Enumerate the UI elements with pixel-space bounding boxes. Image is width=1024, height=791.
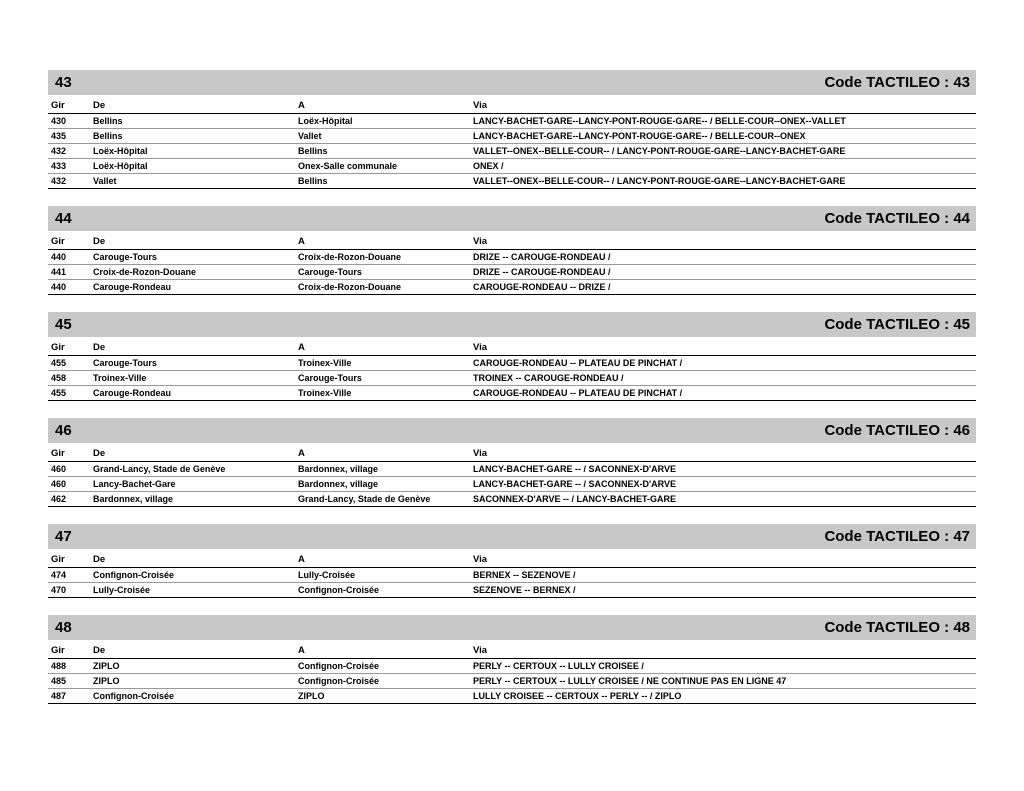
cell-via: ONEX /	[473, 159, 976, 174]
cell-de: Loëx-Hôpital	[93, 144, 298, 159]
section-number: 43	[55, 74, 72, 91]
cell-a: Bellins	[298, 144, 473, 159]
column-header-via: Via	[473, 99, 976, 114]
table-row	[48, 659, 976, 674]
table-header-row	[48, 553, 976, 568]
column-header-a: A	[298, 644, 473, 659]
routes-table	[48, 553, 976, 598]
cell-de: Lancy-Bachet-Gare	[93, 477, 298, 492]
sections-container	[48, 70, 976, 704]
section-number: 45	[55, 316, 72, 333]
cell-gir: 485	[48, 674, 93, 689]
cell-a: Bellins	[298, 174, 473, 189]
table-row	[48, 144, 976, 159]
cell-a: Troinex-Ville	[298, 386, 473, 401]
cell-de: Bellins	[93, 114, 298, 129]
cell-a: ZIPLO	[298, 689, 473, 704]
route-section	[48, 70, 976, 189]
cell-via: DRIZE -- CAROUGE-RONDEAU /	[473, 265, 976, 280]
section-code-label: Code TACTILEO : 45	[824, 316, 970, 333]
cell-via: LANCY-BACHET-GARE--LANCY-PONT-ROUGE-GARE-- / BELLE-COUR--ONEX	[473, 129, 976, 144]
table-row	[48, 250, 976, 265]
cell-via: LULLY CROISEE -- CERTOUX -- PERLY -- / ZIPLO	[473, 689, 976, 704]
cell-a: Bardonnex, village	[298, 477, 473, 492]
cell-gir: 432	[48, 174, 93, 189]
column-header-a: A	[298, 447, 473, 462]
section-header	[48, 615, 976, 640]
route-section	[48, 524, 976, 598]
cell-gir: 488	[48, 659, 93, 674]
table-row	[48, 462, 976, 477]
table-header-row	[48, 447, 976, 462]
section-number: 48	[55, 619, 72, 636]
cell-gir: 474	[48, 568, 93, 583]
cell-a: Vallet	[298, 129, 473, 144]
column-header-via: Via	[473, 644, 976, 659]
cell-de: Carouge-Rondeau	[93, 386, 298, 401]
column-header-de: De	[93, 553, 298, 568]
section-header	[48, 418, 976, 443]
section-header	[48, 70, 976, 95]
cell-de: Troinex-Ville	[93, 371, 298, 386]
table-row	[48, 356, 976, 371]
column-header-de: De	[93, 99, 298, 114]
cell-via: PERLY -- CERTOUX -- LULLY CROISEE / NE CONTINUE PAS EN LIGNE 47	[473, 674, 976, 689]
cell-de: Croix-de-Rozon-Douane	[93, 265, 298, 280]
section-header	[48, 524, 976, 549]
table-header-row	[48, 99, 976, 114]
column-header-de: De	[93, 447, 298, 462]
cell-via: CAROUGE-RONDEAU -- DRIZE /	[473, 280, 976, 295]
routes-table	[48, 341, 976, 401]
table-row	[48, 129, 976, 144]
cell-de: Lully-Croisée	[93, 583, 298, 598]
cell-a: Carouge-Tours	[298, 265, 473, 280]
section-header	[48, 206, 976, 231]
cell-a: Croix-de-Rozon-Douane	[298, 280, 473, 295]
cell-de: Grand-Lancy, Stade de Genève	[93, 462, 298, 477]
cell-gir: 460	[48, 477, 93, 492]
column-header-a: A	[298, 553, 473, 568]
cell-a: Grand-Lancy, Stade de Genève	[298, 492, 473, 507]
cell-via: SEZENOVE -- BERNEX /	[473, 583, 976, 598]
cell-via: SACONNEX-D'ARVE -- / LANCY-BACHET-GARE	[473, 492, 976, 507]
route-section	[48, 206, 976, 295]
section-code-label: Code TACTILEO : 43	[824, 74, 970, 91]
cell-gir: 462	[48, 492, 93, 507]
cell-via: PERLY -- CERTOUX -- LULLY CROISEE /	[473, 659, 976, 674]
table-row	[48, 492, 976, 507]
column-header-de: De	[93, 341, 298, 356]
section-header	[48, 312, 976, 337]
cell-via: LANCY-BACHET-GARE -- / SACONNEX-D'ARVE	[473, 462, 976, 477]
table-row	[48, 265, 976, 280]
cell-a: Confignon-Croisée	[298, 659, 473, 674]
column-header-a: A	[298, 235, 473, 250]
column-header-gir: Gir	[48, 553, 93, 568]
table-header-row	[48, 644, 976, 659]
column-header-a: A	[298, 99, 473, 114]
section-code-label: Code TACTILEO : 44	[824, 210, 970, 227]
table-header-row	[48, 341, 976, 356]
cell-de: Carouge-Rondeau	[93, 280, 298, 295]
table-row	[48, 174, 976, 189]
cell-a: Croix-de-Rozon-Douane	[298, 250, 473, 265]
section-code-label: Code TACTILEO : 46	[824, 422, 970, 439]
cell-gir: 440	[48, 250, 93, 265]
routes-table	[48, 447, 976, 507]
cell-via: VALLET--ONEX--BELLE-COUR-- / LANCY-PONT-ROUGE-GARE--LANCY-BACHET-GARE	[473, 144, 976, 159]
route-section	[48, 615, 976, 704]
cell-a: Confignon-Croisée	[298, 583, 473, 598]
cell-a: Onex-Salle communale	[298, 159, 473, 174]
table-row	[48, 583, 976, 598]
column-header-via: Via	[473, 341, 976, 356]
table-row	[48, 689, 976, 704]
cell-via: BERNEX -- SEZENOVE /	[473, 568, 976, 583]
column-header-via: Via	[473, 235, 976, 250]
table-row	[48, 674, 976, 689]
cell-de: Confignon-Croisée	[93, 568, 298, 583]
section-number: 46	[55, 422, 72, 439]
table-row	[48, 386, 976, 401]
cell-gir: 470	[48, 583, 93, 598]
cell-gir: 487	[48, 689, 93, 704]
table-row	[48, 568, 976, 583]
cell-gir: 455	[48, 356, 93, 371]
cell-de: Loëx-Hôpital	[93, 159, 298, 174]
cell-via: DRIZE -- CAROUGE-RONDEAU /	[473, 250, 976, 265]
cell-a: Troinex-Ville	[298, 356, 473, 371]
column-header-de: De	[93, 235, 298, 250]
cell-via: CAROUGE-RONDEAU -- PLATEAU DE PINCHAT /	[473, 356, 976, 371]
cell-via: LANCY-BACHET-GARE -- / SACONNEX-D'ARVE	[473, 477, 976, 492]
cell-gir: 455	[48, 386, 93, 401]
cell-gir: 430	[48, 114, 93, 129]
cell-de: ZIPLO	[93, 674, 298, 689]
column-header-a: A	[298, 341, 473, 356]
cell-de: Carouge-Tours	[93, 356, 298, 371]
cell-a: Confignon-Croisée	[298, 674, 473, 689]
section-number: 47	[55, 528, 72, 545]
column-header-via: Via	[473, 447, 976, 462]
cell-gir: 433	[48, 159, 93, 174]
table-row	[48, 371, 976, 386]
column-header-de: De	[93, 644, 298, 659]
column-header-gir: Gir	[48, 99, 93, 114]
section-number: 44	[55, 210, 72, 227]
cell-de: Vallet	[93, 174, 298, 189]
cell-a: Loëx-Hôpital	[298, 114, 473, 129]
cell-a: Bardonnex, village	[298, 462, 473, 477]
routes-table	[48, 235, 976, 295]
cell-gir: 441	[48, 265, 93, 280]
route-section	[48, 312, 976, 401]
column-header-gir: Gir	[48, 644, 93, 659]
cell-a: Lully-Croisée	[298, 568, 473, 583]
cell-via: VALLET--ONEX--BELLE-COUR-- / LANCY-PONT-ROUGE-GARE--LANCY-BACHET-GARE	[473, 174, 976, 189]
cell-de: ZIPLO	[93, 659, 298, 674]
route-section	[48, 418, 976, 507]
table-row	[48, 477, 976, 492]
cell-de: Carouge-Tours	[93, 250, 298, 265]
routes-table	[48, 644, 976, 704]
column-header-gir: Gir	[48, 235, 93, 250]
cell-gir: 435	[48, 129, 93, 144]
column-header-gir: Gir	[48, 341, 93, 356]
table-row	[48, 114, 976, 129]
section-code-label: Code TACTILEO : 48	[824, 619, 970, 636]
table-header-row	[48, 235, 976, 250]
cell-gir: 440	[48, 280, 93, 295]
cell-via: LANCY-BACHET-GARE--LANCY-PONT-ROUGE-GARE-- / BELLE-COUR--ONEX--VALLET	[473, 114, 976, 129]
routes-table	[48, 99, 976, 189]
table-row	[48, 159, 976, 174]
cell-de: Bellins	[93, 129, 298, 144]
cell-de: Confignon-Croisée	[93, 689, 298, 704]
cell-gir: 432	[48, 144, 93, 159]
table-row	[48, 280, 976, 295]
section-code-label: Code TACTILEO : 47	[824, 528, 970, 545]
cell-a: Carouge-Tours	[298, 371, 473, 386]
cell-via: TROINEX -- CAROUGE-RONDEAU /	[473, 371, 976, 386]
cell-de: Bardonnex, village	[93, 492, 298, 507]
cell-via: CAROUGE-RONDEAU -- PLATEAU DE PINCHAT /	[473, 386, 976, 401]
column-header-gir: Gir	[48, 447, 93, 462]
cell-gir: 458	[48, 371, 93, 386]
column-header-via: Via	[473, 553, 976, 568]
cell-gir: 460	[48, 462, 93, 477]
